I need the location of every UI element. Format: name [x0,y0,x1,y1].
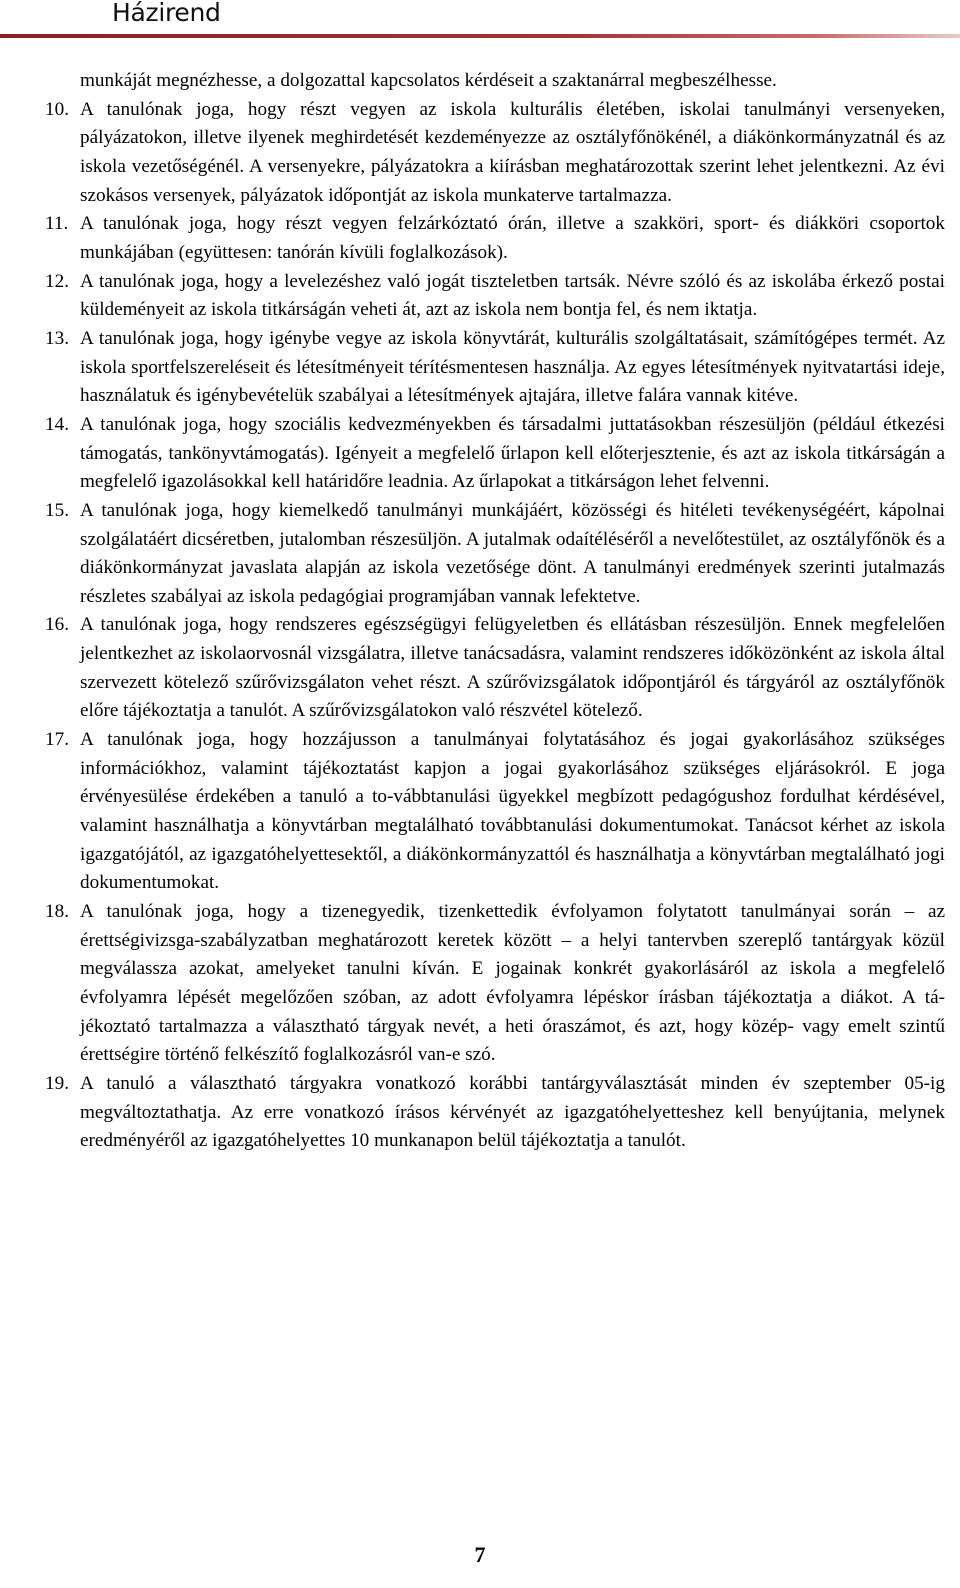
intro-text: munkáját megnézhesse, a dolgozattal kapcsolatos kérdéseit a szaktanárral megbeszélhesse. [80,70,777,91]
list-item-number: 11. [45,213,69,235]
list-item [45,1070,945,1156]
list-item-number: 15. [45,499,69,521]
list-item-text: A tanulónak joga, hogy hozzájusson a tanulmányai folytatásához és jogai gyakorlásához szükséges információkhoz, valamint tájékoztatást kapjon a jogai gyakorlásához szükséges eljárásokról. E joga érvényesülése érdekében a tanuló a to-vábbtanulási ügyekkel megbízott pedagógushoz fordulhat kérdésével, valamint használhatja a könyvtárban megtalálható továbbtanulási dokumentumokat. Tanácsot kérhet az iskola igazgatójától, az igazgatóhelyettesektől, a diákönkormányzattól és használhatja a könyvtárban megtalálható jogi dokumentumokat. [80,729,945,894]
list-item [45,96,945,211]
list-item [45,411,945,497]
list-item-text: A tanulónak joga, hogy részt vegyen az iskola kulturális életében, iskolai tanulmányi versenyeken, pályázatokon, illetve ilyenek meghirdetését kezdeményezze az osztályfőnökénél, a diákönkormányzatnál és az iskola vezetőségénél. A versenyekre, pályázatokra a kiírásban meghatározottak szerint lehet jelentkezni. Az évi szokásos versenyek, pályázatok időpontját az iskola munkaterve tartalmazza. [80,98,945,206]
list-item-number: 16. [45,614,69,636]
list-item [45,325,945,411]
list-item-text: A tanulónak joga, hogy rendszeres egészségügyi felügyeletben és ellátásban részesüljön. Ennek megfelelően jelentkezhet az iskolaorvosnál vizsgálatra, illetve tanácsadásra, valamint rendszeres időközönként az iskola által szervezett kötelező szűrővizsgálaton vehet részt. A szűrővizsgálatok időpontjáról és tárgyáról az osztályfőnök előre tájékoztatja a tanulót. A szűrővizsgálatokon való részvétel kötelező. [80,614,945,722]
list-item [45,898,945,1070]
list-item [45,210,945,267]
list-item-number: 18. [45,901,69,923]
list-item-text: A tanulónak joga, hogy igénybe vegye az iskola könyvtárát, kulturális szolgáltatásait, számítógépes termét. Az iskola sportfelszereléseit és létesítményeit térítésmentesen használja. Az egyes létesítmények nyitvatartási ideje, használatuk és igénybevételük szabályai a létesítmények ajtajára, illetve falára vannak kitéve. [80,327,945,407]
rules-list [45,96,945,1156]
list-item-number: 12. [45,270,69,292]
list-item-text: A tanulónak joga, hogy kiemelkedő tanulmányi munkájáért, közösségi és hitéleti tevékenységéért, kápolnai szolgálatáért dicséretben, jutalomban részesüljön. A jutalmak odaítéléséről a nevelőtestület, az osztályfőnök és a diákönkormányzat javaslata alapján az iskola vezetősége dönt. A tanulmányi eredmények szerinti jutalmazás részletes szabályai az iskola pedagógiai programjában vannak lefektetve. [80,499,945,607]
list-item-number: 13. [45,327,69,349]
page-header [0,0,960,40]
list-item-text: A tanulónak joga, hogy részt vegyen felzárkóztató órán, illetve a szakköri, sport- és diákköri csoportok munkájában (együttesen: tanórán kívüli foglalkozások). [80,213,945,263]
header-divider [0,34,960,38]
list-item-text: A tanulónak joga, hogy a levelezéshez való jogát tiszteletben tartsák. Névre szóló és az iskolába érkező postai küldeményeit az iskola titkárságán veheti át, azt az iskola nem bontja fel, és nem iktatja. [80,270,945,321]
list-item-number: 10. [45,98,69,120]
document-body [45,67,945,1156]
list-item [45,726,945,898]
list-item-number: 19. [45,1072,69,1094]
list-item [45,611,945,726]
list-item-number: 17. [45,729,69,751]
list-item-number: 14. [45,413,69,435]
list-item [45,497,945,612]
document-title: Házirend [112,0,221,27]
page-number: 7 [474,1542,486,1567]
intro-paragraph [80,67,945,96]
list-item-text: A tanuló a választható tárgyakra vonatkozó korábbi tantárgyválasztását minden év szeptember 05-ig megváltoztathatja. Az erre vonatkozó írásos kérvényét az igazgatóhelyetteshez kell benyújtania, melynek eredményéről az igazgatóhelyettes 10 munkanapon belül tájékoztatja a tanulót. [80,1072,945,1152]
list-item-text: A tanulónak joga, hogy szociális kedvezményekben és társadalmi juttatásokban részesüljön (például étkezési támogatás, tankönyvtámogatás). Igényeit a megfelelő űrlapon kell előterjesztenie, és azt az iskola titkárságán a megfelelő igazolásokkal kell határidőre leadnia. Az űrlapokat a titkárságon lehet felvenni. [80,413,945,493]
list-item [45,268,945,325]
list-item-text: A tanulónak joga, hogy a tizenegyedik, tizenkettedik évfolyamon folytatott tanulmányai során – az érettségivizsga-szabályzatban meghatározott keretek között – a helyi tantervben szereplő tantárgyak közül megválassza azokat, amelyeket tanulni kíván. E jogainak konkrét gyakorlásáról az iskola a megfelelő évfolyamra lépését megelőzően szóban, az adott évfolyamra lépéskor írásban tájékoztatja a diákot. A tá-jékoztató tartalmazza a választható tárgyak nevét, a heti óraszámot, és azt, hogy közép- vagy emelt szintű érettségire történő felkészítő foglalkozásról van-e szó. [80,901,945,1066]
